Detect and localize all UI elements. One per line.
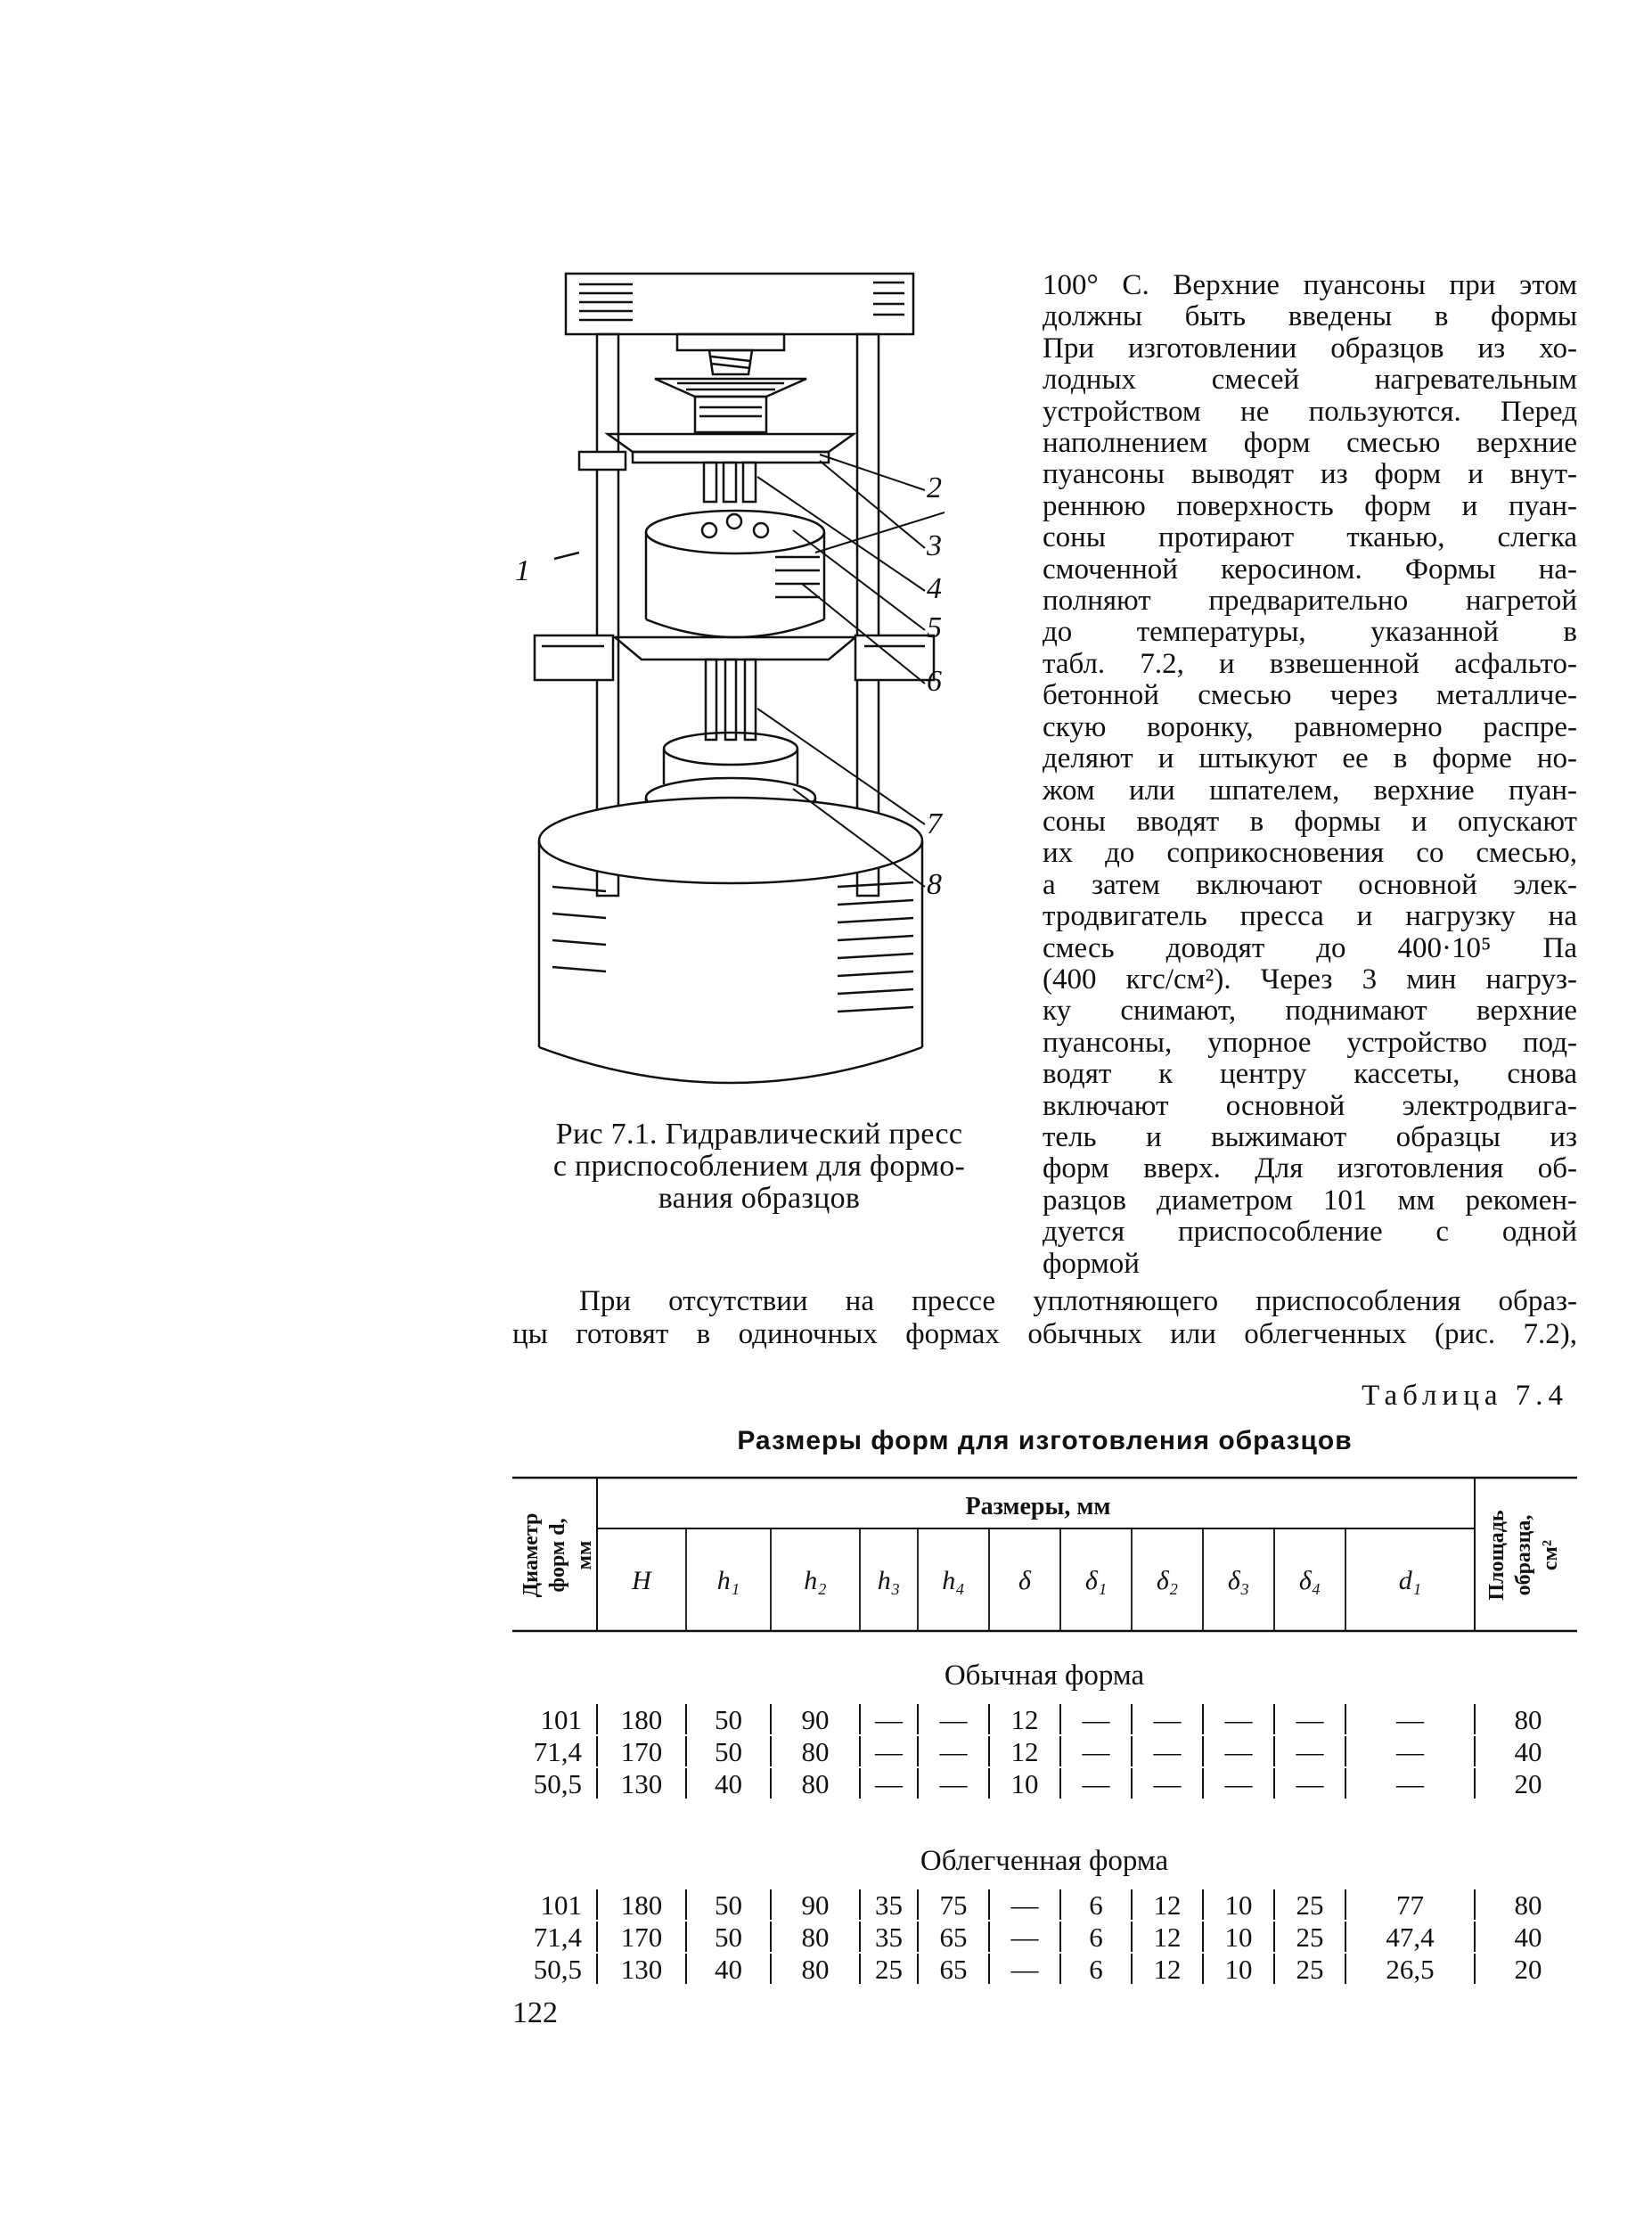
table-cell: 50	[715, 1736, 742, 1767]
table-cell: 71,4	[533, 1736, 582, 1767]
table-cell: 170	[620, 1922, 663, 1953]
table-cell: —	[1010, 1954, 1039, 1985]
table-cell: —	[1153, 1704, 1182, 1735]
table-cell: —	[1396, 1704, 1424, 1735]
table-cell: 10	[1224, 1922, 1253, 1953]
table-cell: 47,4	[1386, 1922, 1435, 1953]
caption-line: с приспособлением для формо-	[552, 1150, 966, 1183]
table-cell: 170	[620, 1736, 663, 1767]
caption-line: вания образцов	[658, 1182, 861, 1215]
subheader-cell: δ₃	[1227, 1566, 1250, 1595]
table-cell: —	[1296, 1736, 1324, 1767]
table-cell: 35	[875, 1922, 903, 1953]
text-line: до температуры, указанной в	[1043, 616, 1577, 649]
table-cell: 25	[1296, 1954, 1324, 1985]
table-cell: 75	[939, 1889, 968, 1921]
text-line: пуансоны выводят из форм и внут-	[1043, 458, 1577, 491]
callout-5: 5	[927, 611, 942, 644]
table-cell: —	[875, 1736, 903, 1767]
last-col-header: см²	[1539, 1539, 1562, 1571]
full-width-paragraph	[512, 1285, 1577, 1351]
press-figure	[499, 263, 945, 1119]
text-line: смесь доводят до 400·10⁵ Па	[1043, 931, 1577, 964]
table-cell: 180	[620, 1889, 663, 1921]
text-line: соны вводят в формы и опускают	[1043, 805, 1577, 838]
figure-caption	[510, 1119, 1009, 1215]
table-cell: 80	[801, 1922, 830, 1953]
table-cell: 65	[939, 1922, 968, 1953]
table-cell: —	[1082, 1704, 1110, 1735]
table-cell: 77	[1396, 1889, 1424, 1921]
subheader-cell: h₁	[716, 1566, 740, 1595]
table-cell: 6	[1089, 1889, 1103, 1921]
text-line: наполнением форм смесью верхние	[1043, 427, 1577, 460]
text-line: жом или шпателем, верхние пуан-	[1043, 774, 1577, 807]
text-line: пуансоны, упорное устройство под-	[1043, 1026, 1577, 1059]
table-cell: —	[1296, 1768, 1324, 1799]
subheader-cell: δ₄	[1298, 1566, 1321, 1595]
table-cell: 101	[540, 1704, 582, 1735]
table-cell: 12	[1010, 1704, 1039, 1735]
table-cell: 90	[801, 1889, 830, 1921]
table-cell: —	[1082, 1736, 1110, 1767]
callout-7: 7	[927, 807, 942, 840]
table-cell: 25	[875, 1954, 903, 1985]
table-cell: —	[1082, 1768, 1110, 1799]
table-cell: —	[1224, 1704, 1253, 1735]
table-cell: 90	[801, 1704, 830, 1735]
text-line: формой	[1043, 1247, 1140, 1280]
subheader-cell: d₁	[1398, 1566, 1422, 1595]
table-cell: 50	[715, 1889, 742, 1921]
callout-3: 3	[927, 529, 942, 562]
subheader-cell: δ₁	[1084, 1566, 1108, 1595]
text-line: включают основной электродвига-	[1043, 1089, 1577, 1122]
table-cell: 80	[801, 1954, 830, 1985]
table-cell: —	[1153, 1768, 1182, 1799]
table-cell: 25	[1296, 1922, 1324, 1953]
table-cell: 10	[1224, 1889, 1253, 1921]
table-cell: 71,4	[533, 1922, 582, 1953]
text-line: При изготовлении образцов из хо-	[1043, 332, 1577, 365]
callout-2: 2	[927, 471, 942, 504]
table-cell: 40	[715, 1768, 742, 1799]
table-title: Размеры форм для изготовления образцов	[737, 1426, 1353, 1455]
caption-line: Рис 7.1. Гидравлический пресс	[555, 1118, 963, 1151]
table-cell: —	[1224, 1736, 1253, 1767]
table-cell: 40	[715, 1954, 742, 1985]
text-line: дуется приспособление с одной	[1043, 1216, 1577, 1249]
table-cell: 80	[1514, 1704, 1542, 1735]
table-cell: 12	[1010, 1736, 1039, 1767]
text-line: соны протирают тканью, слегка	[1043, 521, 1577, 554]
text-line: ку снимают, поднимают верхние	[1043, 995, 1577, 1028]
table-cell: —	[1396, 1736, 1424, 1767]
table-cell: 101	[540, 1889, 582, 1921]
text-line: бетонной смесью через металличе-	[1043, 679, 1577, 712]
text-line: 100° С. Верхние пуансоны при этом	[1043, 269, 1577, 301]
table-cell: 50,5	[533, 1954, 582, 1985]
section-title: Обычная форма	[944, 1659, 1145, 1692]
table-cell: —	[875, 1704, 903, 1735]
table-cell: 20	[1514, 1768, 1542, 1799]
table-label: Таблица 7.4	[1362, 1380, 1568, 1412]
table-cell: 12	[1153, 1954, 1182, 1985]
first-col-header: форм d,	[546, 1518, 569, 1593]
text-line: форм вверх. Для изготовления об-	[1043, 1152, 1577, 1185]
callout-6: 6	[927, 665, 942, 698]
callout-4: 4	[927, 572, 942, 605]
table-cell: 10	[1010, 1768, 1039, 1799]
text-line: скую воронку, равномерно распре-	[1043, 710, 1577, 743]
text-line: табл. 7.2, и взвешенной асфальто-	[1043, 647, 1577, 680]
text-line: тродвигатель пресса и нагрузку на	[1043, 900, 1577, 933]
table-cell: —	[1396, 1768, 1424, 1799]
callout-1: 1	[515, 554, 530, 587]
section-title: Облегченная форма	[920, 1845, 1169, 1877]
text-line: разцов диаметром 101 мм рекомен-	[1043, 1184, 1577, 1217]
subheader-cell: δ₂	[1156, 1566, 1179, 1595]
group-header: Размеры, мм	[965, 1493, 1111, 1520]
subheader-cell: h₄	[942, 1566, 965, 1595]
last-col-header: Площадь	[1485, 1510, 1509, 1601]
table-cell: —	[1296, 1704, 1324, 1735]
page-number: 122	[512, 1996, 558, 2029]
text-line: реннюю поверхность форм и пуан-	[1043, 489, 1577, 522]
table-cell: 12	[1153, 1922, 1182, 1953]
subheader-cell: H	[632, 1566, 651, 1595]
last-col-header: образца,	[1512, 1514, 1535, 1596]
table-cell: —	[1153, 1736, 1182, 1767]
text-line: (400 кгс/см²). Через 3 мин нагруз-	[1043, 963, 1577, 996]
table-cell: 130	[620, 1768, 663, 1799]
table-cell: 10	[1224, 1954, 1253, 1985]
table-cell: —	[939, 1736, 968, 1767]
table-cell: 50,5	[533, 1768, 582, 1799]
text-line: а затем включают основной элек-	[1043, 868, 1577, 901]
text-line: тель и выжимают образцы из	[1043, 1120, 1577, 1153]
first-col-header: Диаметр	[519, 1512, 543, 1598]
text-line: полняют предварительно нагретой	[1043, 585, 1577, 618]
table-grid	[512, 1475, 1577, 2010]
text-line: должны быть введены в формы	[1043, 300, 1577, 333]
subheader-cell: h₃	[877, 1566, 901, 1595]
callout-8: 8	[927, 868, 942, 901]
table-cell: 35	[875, 1889, 903, 1921]
text-line: цы готовят в одиночных формах обычных или облегченных (рис. 7.2),	[512, 1318, 1577, 1350]
table-cell: 180	[620, 1704, 663, 1735]
table-cell: 40	[1514, 1736, 1542, 1767]
table-cell: —	[1010, 1922, 1039, 1953]
text-line: водят к центру кассеты, снова	[1043, 1058, 1577, 1091]
table-cell: 26,5	[1386, 1954, 1435, 1985]
table-cell: 50	[715, 1922, 742, 1953]
press-drawing	[499, 263, 945, 1119]
table-cell: 25	[1296, 1889, 1324, 1921]
table-cell: 80	[801, 1768, 830, 1799]
table-cell: 12	[1153, 1889, 1182, 1921]
table-cell: —	[875, 1768, 903, 1799]
text-line: устройством не пользуются. Перед	[1043, 395, 1577, 428]
subheader-cell: h₂	[804, 1566, 827, 1595]
table-cell: —	[939, 1768, 968, 1799]
table-cell: 6	[1089, 1922, 1103, 1953]
table-cell: 130	[620, 1954, 663, 1985]
first-col-header: мм	[573, 1540, 596, 1570]
text-line: смоченной керосином. Формы на-	[1043, 553, 1577, 586]
table-cell: —	[939, 1704, 968, 1735]
dimensions-table	[512, 1475, 1577, 2010]
subheader-cell: δ	[1018, 1566, 1031, 1595]
body-text-column	[1043, 270, 1577, 1280]
table-cell: 40	[1514, 1922, 1542, 1953]
text-line: При отсутствии на прессе уплотняющего приспособления образ-	[579, 1285, 1577, 1317]
table-cell: 20	[1514, 1954, 1542, 1985]
table-cell: 6	[1089, 1954, 1103, 1985]
text-line: деляют и штыкуют ее в форме но-	[1043, 742, 1577, 775]
text-line: их до соприкосновения со смесью,	[1043, 837, 1577, 870]
table-cell: 65	[939, 1954, 968, 1985]
text-line: лодных смесей нагревательным	[1043, 364, 1577, 397]
table-cell: 50	[715, 1704, 742, 1735]
table-cell: 80	[1514, 1889, 1542, 1921]
table-cell: 80	[801, 1736, 830, 1767]
table-cell: —	[1224, 1768, 1253, 1799]
table-cell: —	[1010, 1889, 1039, 1921]
